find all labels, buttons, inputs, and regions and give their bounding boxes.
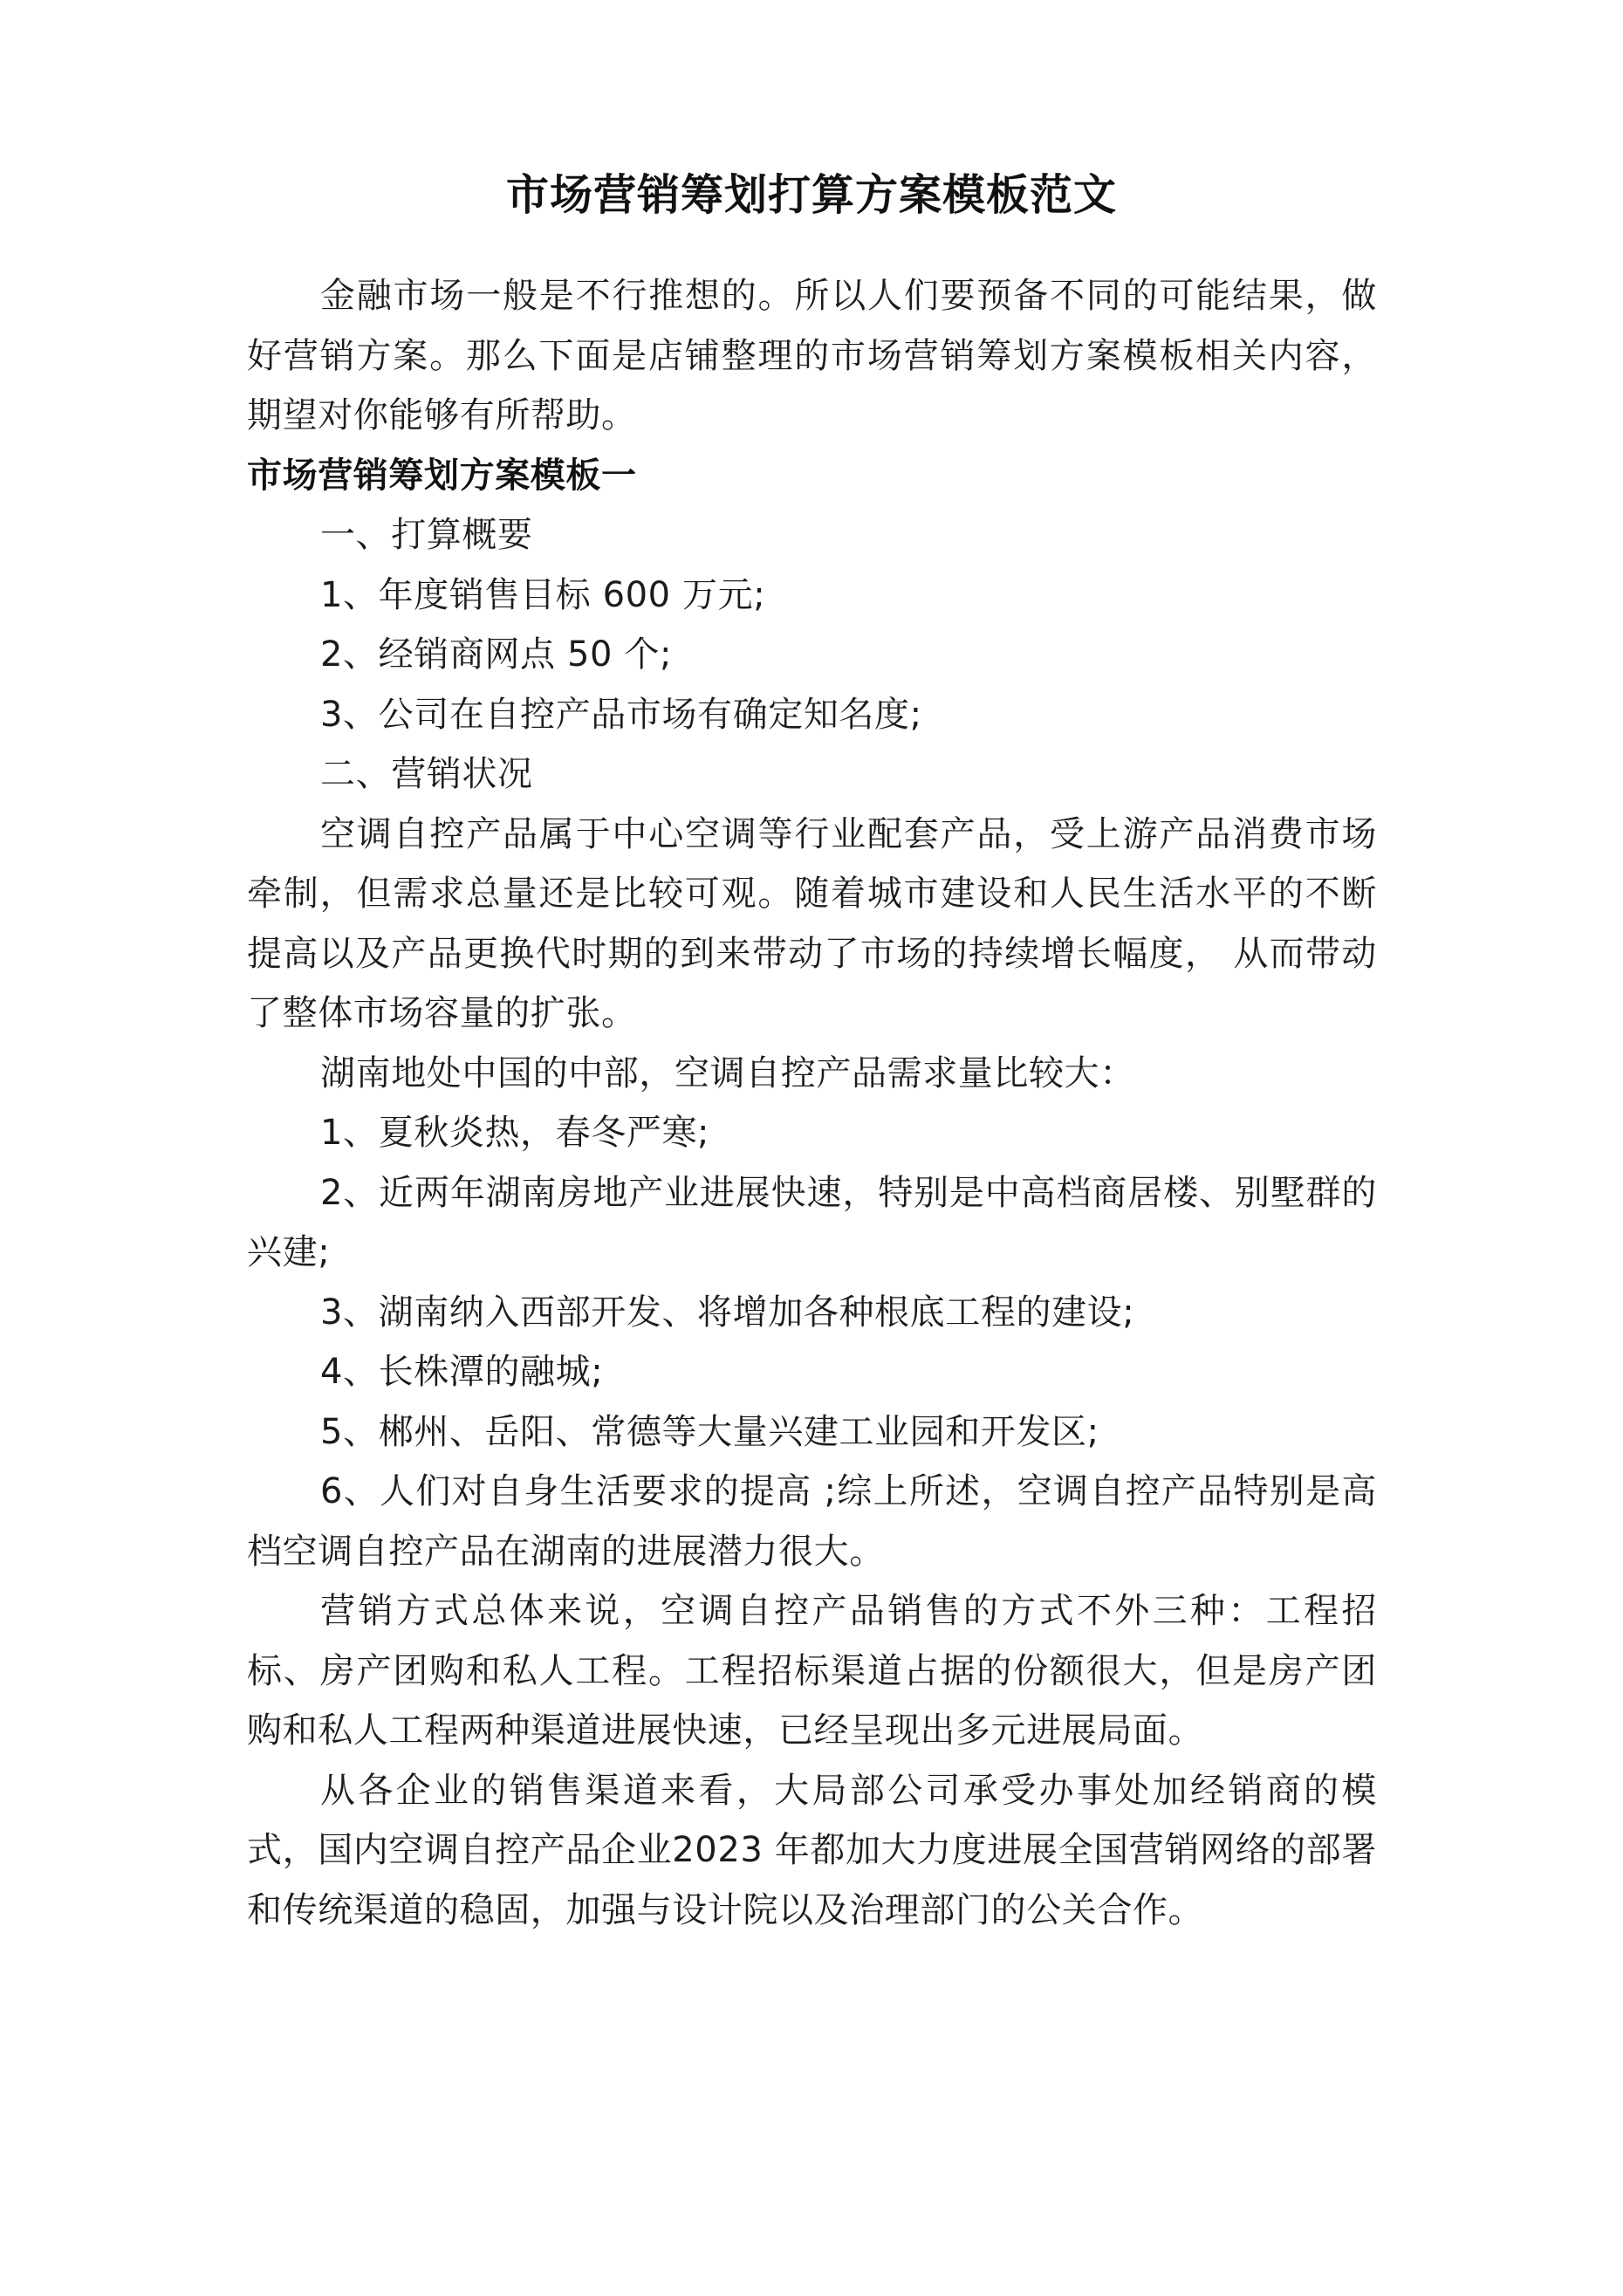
part-heading-marketing-status: 二、营销状况 xyxy=(320,754,533,794)
intro-paragraph: 金融市场一般是不行推想的。所以人们要预备不同的可能结果，做好营销方案。那么下面是店铺整理的市场营销筹划方案模板相关内容，期望对你能够有所帮助。 xyxy=(247,276,1377,435)
list-item: 5、郴州、岳阳、常德等大量兴建工业园和开发区; xyxy=(320,1411,1099,1452)
list-item: 3、公司在自控产品市场有确定知名度; xyxy=(320,694,922,735)
body-paragraph: 空调自控产品属于中心空调等行业配套产品，受上游产品消费市场牵制，但需求总量还是比较可观。随着城市建设和人民生活水平的不断提高以及产品更换代时期的到来带动了市场的持续增长幅度， 从而带动了整体市场容量的扩张。 xyxy=(247,813,1377,1033)
list-item: 1、年度销售目标 600 万元; xyxy=(320,574,766,615)
list-item: 4、长株潭的融城; xyxy=(320,1352,604,1392)
body-paragraph: 湖南地处中国的中部，空调自控产品需求量比较大： xyxy=(320,1052,1135,1093)
part-heading-overview: 一、打算概要 xyxy=(320,515,533,555)
body-paragraph: 从各企业的销售渠道来看，大局部公司承受办事处加经销商的模式，国内空调自控产品企业2023 年都加大力度进展全国营销网络的部署和传统渠道的稳固，加强与设计院以及治理部门的公关合作。 xyxy=(247,1770,1377,1930)
list-item: 3、湖南纳入西部开发、将增加各种根底工程的建设; xyxy=(320,1292,1135,1333)
list-item: 2、经销商网点 50 个; xyxy=(320,634,673,675)
body-paragraph: 营销方式总体来说，空调自控产品销售的方式不外三种：工程招标、房产团购和私人工程。工程招标渠道占据的份额很大，但是房产团购和私人工程两种渠道进展快速，已经呈现出多元进展局面。 xyxy=(247,1591,1377,1751)
list-item: 2、近两年湖南房地产业进展快速，特别是中高档商居楼、别墅群的兴建; xyxy=(247,1172,1377,1272)
section-heading: 市场营销筹划方案模板一 xyxy=(247,455,637,496)
document-body xyxy=(247,266,1377,1940)
list-item: 6、人们对自身生活要求的提高 ;综上所述，空调自控产品特别是高档空调自控产品在湖南的进展潜力很大。 xyxy=(247,1471,1377,1572)
document-title: 市场营销筹划打算方案模板范文 xyxy=(505,170,1117,220)
list-item: 1、夏秋炎热，春冬严寒; xyxy=(320,1113,710,1153)
